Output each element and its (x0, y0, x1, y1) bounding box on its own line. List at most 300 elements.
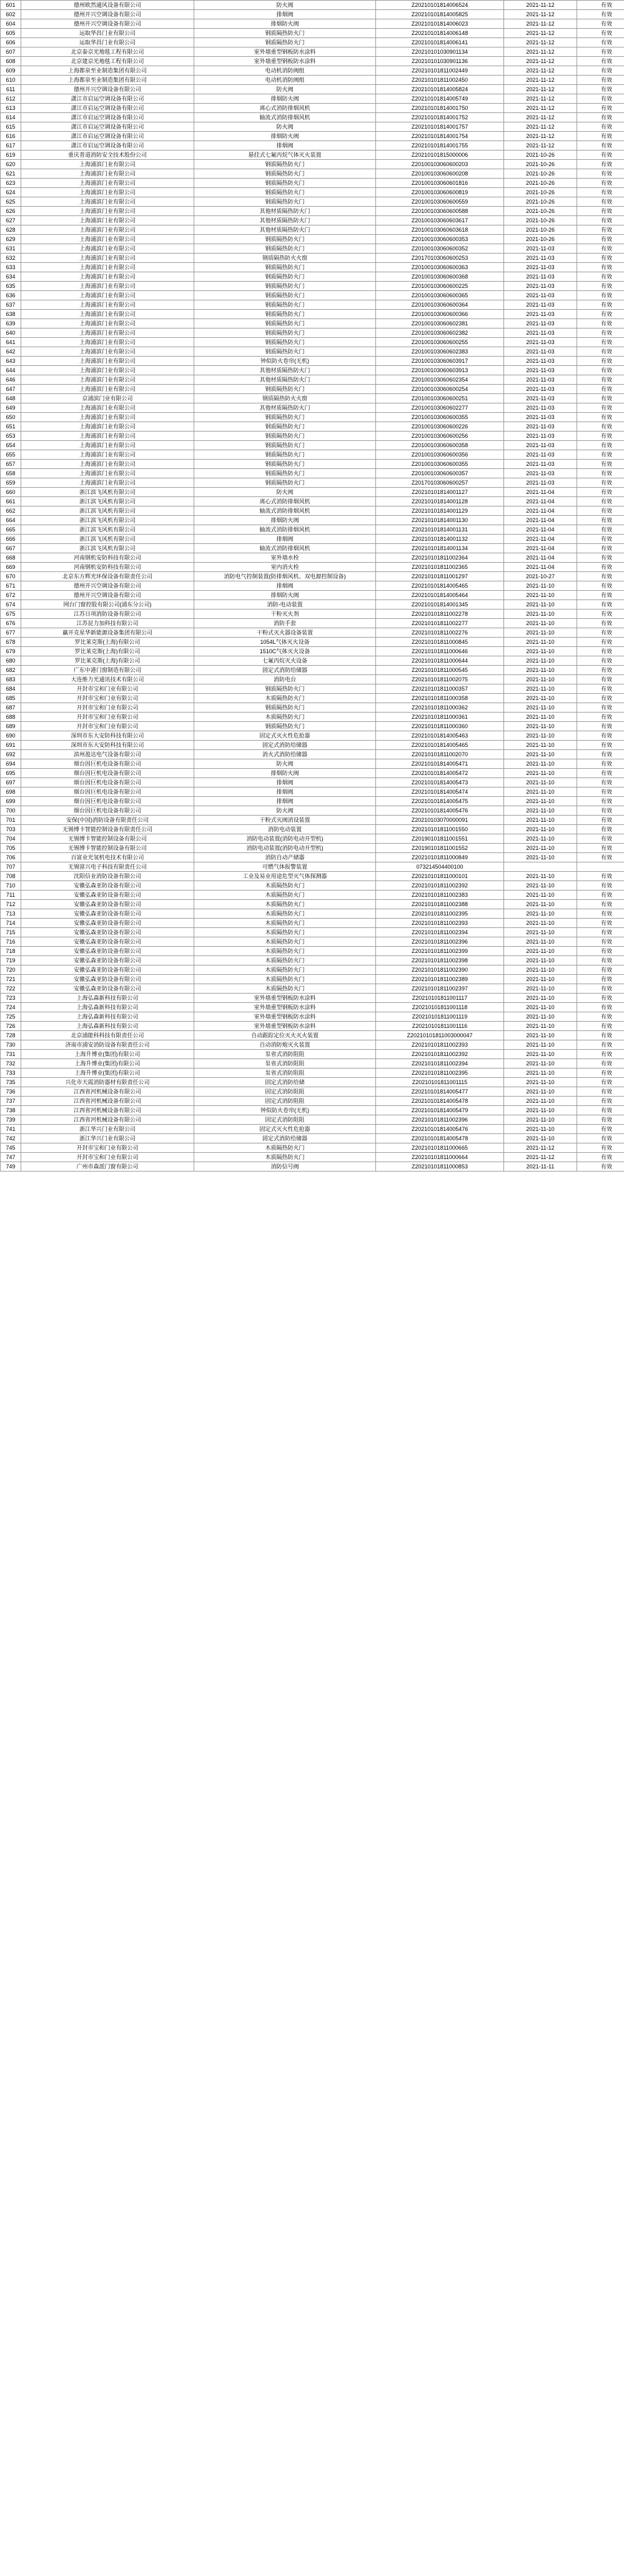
certificate-number: Z20210101811002365 (376, 563, 504, 572)
certificate-number: Z20210101811002396 (376, 937, 504, 947)
product-name: 木质隔热防火门 (194, 1153, 376, 1162)
company-name: 潇江市启运空调设备有限公司 (21, 122, 194, 132)
table-row (1, 619, 624, 628)
certificate-number: Z20210101811001115 (376, 1078, 504, 1087)
product-name: 消防手套 (194, 619, 376, 628)
row-index: 691 (1, 741, 21, 750)
company-name: 重庆普道消防安全技术股份公司 (21, 151, 194, 160)
certificate-number: Z20210101814001131 (376, 525, 504, 535)
issue-date: 2021-11-04 (504, 516, 577, 525)
issue-date: 2021-10-26 (504, 216, 577, 225)
product-name: 自动跟踪定位灭火灭火装置 (194, 1031, 376, 1040)
status-badge: 有效 (577, 1143, 624, 1153)
product-name: 木质隔热防火门 (194, 965, 376, 975)
company-name: 北京东方辉光环保设备有限责任公司 (21, 572, 194, 581)
table-row (1, 872, 624, 881)
company-name: 烟台因巨机电设备有限公司 (21, 797, 194, 806)
certificate-number: Z20210101811002395 (376, 1068, 504, 1078)
company-name: 安徽弘森亚防设备有限公司 (21, 909, 194, 919)
issue-date: 2021-11-03 (504, 450, 577, 460)
product-name: 室外墙重型钢板防水涂料 (194, 1022, 376, 1031)
table-row (1, 38, 624, 47)
product-name: 轴流式消防排烟风机 (194, 544, 376, 553)
issue-date: 2021-11-12 (504, 1143, 577, 1153)
certificate-number: Z20190101811001552 (376, 844, 504, 853)
status-badge: 有效 (577, 553, 624, 563)
product-name: 木质隔热防火门 (194, 909, 376, 919)
product-name: 可燃气体报警装置 (194, 862, 376, 872)
status-badge: 有效 (577, 769, 624, 778)
company-name: 罗比莱克斯(上海)有限公司 (21, 638, 194, 647)
row-index: 608 (1, 57, 21, 66)
table-row (1, 563, 624, 572)
company-name: 运取华昌门业有限公司 (21, 38, 194, 47)
issue-date: 2021-11-10 (504, 713, 577, 722)
table-row (1, 488, 624, 497)
issue-date: 2021-11-10 (504, 928, 577, 937)
issue-date: 2021-11-10 (504, 1068, 577, 1078)
product-name: 固定式消防给储 (194, 1078, 376, 1087)
table-row (1, 919, 624, 928)
certificate-number: Z20210101814005479 (376, 1106, 504, 1115)
issue-date: 2021-11-10 (504, 919, 577, 928)
product-name: 其他材质隔热防火门 (194, 366, 376, 375)
table-row (1, 272, 624, 282)
company-name: 北京建京光地毯工程有限公司 (21, 57, 194, 66)
product-name: 钢质隔热防火门 (194, 160, 376, 169)
status-badge: 有效 (577, 975, 624, 984)
product-name: 钢质隔热防火门 (194, 282, 376, 291)
company-name: 潇江市启运空调设备有限公司 (21, 132, 194, 141)
company-name: 江苏昆力加科技有限公司 (21, 619, 194, 628)
certificate-number: Z20210101814005471 (376, 759, 504, 769)
status-badge: 有效 (577, 460, 624, 469)
row-index: 718 (1, 947, 21, 956)
certificate-number: Z20100103060602277 (376, 403, 504, 413)
company-name: 北京浦能科科技有限责任公司 (21, 1031, 194, 1040)
product-name: 排烟阀 (194, 778, 376, 787)
product-name: 干粉式灭火器设备装置 (194, 628, 376, 638)
company-name: 上海弘森新科技有限公司 (21, 994, 194, 1003)
table-row (1, 581, 624, 591)
company-name: 安徽弘森亚防设备有限公司 (21, 975, 194, 984)
row-index: 658 (1, 469, 21, 478)
status-badge: 有效 (577, 1050, 624, 1059)
row-index: 671 (1, 581, 21, 591)
row-index: 707 (1, 862, 21, 872)
status-badge: 有效 (577, 1097, 624, 1106)
product-name: 钢质隔热防火门 (194, 29, 376, 38)
status-badge: 有效 (577, 10, 624, 19)
table-row (1, 450, 624, 460)
certificate-number: Z20210101814005478 (376, 1134, 504, 1143)
status-badge: 有效 (577, 806, 624, 816)
issue-date: 2021-11-12 (504, 132, 577, 141)
certificate-number: Z20100103060600357 (376, 469, 504, 478)
row-index: 708 (1, 872, 21, 881)
row-index: 653 (1, 432, 21, 441)
product-name: 钢质隔热防火门 (194, 422, 376, 432)
product-name: 排烟防火阀 (194, 132, 376, 141)
status-badge: 有效 (577, 656, 624, 666)
row-index: 638 (1, 310, 21, 319)
row-index: 643 (1, 357, 21, 366)
row-index: 710 (1, 881, 21, 891)
issue-date: 2021-11-03 (504, 441, 577, 450)
status-badge: 有效 (577, 741, 624, 750)
product-name: 消防电气控制装置(防排烟风机、双电源控制设备) (194, 572, 376, 581)
row-index: 624 (1, 188, 21, 197)
row-index: 665 (1, 525, 21, 535)
row-index: 685 (1, 694, 21, 703)
status-badge: 有效 (577, 937, 624, 947)
company-name: 上海弘森新科技有限公司 (21, 1022, 194, 1031)
certificate-number: Z20210101814005476 (376, 806, 504, 816)
certificate-number: Z20210101814001127 (376, 488, 504, 497)
row-index: 621 (1, 169, 21, 179)
company-name: 上海浦滨门业有限公司 (21, 450, 194, 460)
product-name: 排烟防火阀 (194, 94, 376, 104)
row-index: 614 (1, 113, 21, 122)
issue-date: 2021-11-03 (504, 460, 577, 469)
status-badge: 有效 (577, 881, 624, 891)
table-row (1, 403, 624, 413)
table-row (1, 759, 624, 769)
product-name: 防火阀 (194, 1, 376, 10)
status-badge: 有效 (577, 1115, 624, 1125)
product-name: 排烟防火阀 (194, 591, 376, 600)
table-row (1, 263, 624, 272)
company-name: 德州开兴空调设备有限公司 (21, 591, 194, 600)
issue-date: 2021-11-10 (504, 656, 577, 666)
company-name: 上海弘森新科技有限公司 (21, 1003, 194, 1012)
certificate-number: Z20210101811000664 (376, 1153, 504, 1162)
issue-date: 2021-11-10 (504, 703, 577, 713)
row-index: 626 (1, 207, 21, 216)
table-row (1, 553, 624, 563)
table-row (1, 413, 624, 422)
certificate-number: Z20100103060600256 (376, 432, 504, 441)
product-name: 钟似防火卷帘(无机) (194, 357, 376, 366)
issue-date: 2021-11-10 (504, 769, 577, 778)
table-row (1, 282, 624, 291)
table-row (1, 394, 624, 403)
certificate-number: Z20100103060600352 (376, 244, 504, 254)
row-index: 700 (1, 806, 21, 816)
certificate-number: Z20100103060600559 (376, 197, 504, 207)
certificate-number: Z20210101811000101 (376, 872, 504, 881)
table-row (1, 188, 624, 197)
row-index: 675 (1, 609, 21, 619)
product-name: 钢质隔热防火门 (194, 319, 376, 328)
certificate-number: Z20210101814005478 (376, 1097, 504, 1106)
row-index: 667 (1, 544, 21, 553)
status-badge: 有效 (577, 694, 624, 703)
row-index: 677 (1, 628, 21, 638)
product-name: 固定式灭火性危抢器 (194, 731, 376, 741)
status-badge: 有效 (577, 919, 624, 928)
status-badge: 有效 (577, 535, 624, 544)
status-badge: 有效 (577, 731, 624, 741)
certificate-number: Z20210101814005477 (376, 1087, 504, 1097)
status-badge: 有效 (577, 600, 624, 609)
company-name: 潇江市启运空调设备有限公司 (21, 113, 194, 122)
certificate-number: Z20210101030901136 (376, 57, 504, 66)
certificate-number: Z20210101811001550 (376, 825, 504, 834)
product-name: 电动机消防阀组 (194, 76, 376, 85)
issue-date: 2021-10-26 (504, 160, 577, 169)
row-index: 705 (1, 844, 21, 853)
row-index: 639 (1, 319, 21, 328)
issue-date: 2021-11-03 (504, 469, 577, 478)
issue-date: 2021-11-10 (504, 1125, 577, 1134)
status-badge: 有效 (577, 844, 624, 853)
table-row (1, 656, 624, 666)
table-row (1, 834, 624, 844)
row-index: 661 (1, 497, 21, 506)
company-name: 河南钢机安防科技有限公司 (21, 553, 194, 563)
status-badge: 有效 (577, 319, 624, 328)
company-name: 上海都泉至业制造集团有限公司 (21, 76, 194, 85)
certificate-number: Z20210101814001345 (376, 600, 504, 609)
product-name: 防火阀 (194, 85, 376, 94)
table-row (1, 1097, 624, 1106)
company-name: 上海浦滨门业有限公司 (21, 478, 194, 488)
company-name: 潇江市启运空调设备有限公司 (21, 141, 194, 151)
row-index: 687 (1, 703, 21, 713)
certificate-number: Z20210101811002393 (376, 919, 504, 928)
issue-date: 2021-11-03 (504, 254, 577, 263)
table-row (1, 1106, 624, 1115)
company-name: 上海浦滨门业有限公司 (21, 319, 194, 328)
product-name: 排烟防火阀 (194, 516, 376, 525)
table-row (1, 544, 624, 553)
product-name: 钢质隔热防火门 (194, 179, 376, 188)
table-row (1, 291, 624, 300)
certificate-number: Z20190101811001551 (376, 834, 504, 844)
status-badge: 有效 (577, 628, 624, 638)
row-index: 628 (1, 225, 21, 235)
status-badge: 有效 (577, 1078, 624, 1087)
product-name: 木质隔热防火门 (194, 975, 376, 984)
issue-date: 2021-11-10 (504, 638, 577, 647)
row-index: 666 (1, 535, 21, 544)
issue-date: 2021-11-12 (504, 94, 577, 104)
company-name: 德州开兴空调设备有限公司 (21, 581, 194, 591)
product-name: 钢质隔热防火门 (194, 169, 376, 179)
product-name: 木质隔热防火门 (194, 984, 376, 994)
company-name: 济南市浦安消防设备有限责任公司 (21, 1040, 194, 1050)
issue-date: 2021-11-10 (504, 965, 577, 975)
company-name: 德州开兴空调设备有限公司 (21, 10, 194, 19)
company-name: 河南钢机安防科技有限公司 (21, 563, 194, 572)
product-name: 钢质隔热防火门 (194, 347, 376, 357)
status-badge: 有效 (577, 825, 624, 834)
product-name: 排烟阀 (194, 535, 376, 544)
company-name: 上海浦滨门业有限公司 (21, 179, 194, 188)
table-row (1, 713, 624, 722)
row-index: 609 (1, 66, 21, 76)
table-row (1, 85, 624, 94)
issue-date: 2021-10-27 (504, 572, 577, 581)
certificate-number: Z20210101814001752 (376, 113, 504, 122)
product-name: 防火阀 (194, 806, 376, 816)
product-name: 钢质隔热防火门 (194, 460, 376, 469)
product-name: 其他材质隔热防火门 (194, 207, 376, 216)
row-index: 669 (1, 563, 21, 572)
company-name: 罗比莱克斯(上海)有限公司 (21, 656, 194, 666)
status-badge: 有效 (577, 1162, 624, 1172)
issue-date: 2021-11-04 (504, 553, 577, 563)
issue-date: 2021-11-12 (504, 10, 577, 19)
table-row (1, 385, 624, 394)
product-name: 固定式消防阻阻 (194, 1087, 376, 1097)
table-row (1, 816, 624, 825)
company-name: 浙江滨飞风机有限公司 (21, 488, 194, 497)
certificate-number: Z20210101814001129 (376, 506, 504, 516)
row-index: 627 (1, 216, 21, 225)
certificate-number: Z20210101811002388 (376, 900, 504, 909)
product-name: 室外墙水栓 (194, 553, 376, 563)
issue-date: 2021-11-04 (504, 497, 577, 506)
issue-date: 2021-11-10 (504, 1097, 577, 1106)
issue-date: 2021-10-26 (504, 179, 577, 188)
certificate-number: Z20210101811002277 (376, 619, 504, 628)
row-index: 699 (1, 797, 21, 806)
product-name: 室内消火栓 (194, 563, 376, 572)
company-name: 兴化市天霞消防器材有限责任公司 (21, 1078, 194, 1087)
row-index: 617 (1, 141, 21, 151)
issue-date: 2021-10-26 (504, 197, 577, 207)
company-name: 上海浦滨门业有限公司 (21, 310, 194, 319)
table-row (1, 432, 624, 441)
status-badge: 有效 (577, 141, 624, 151)
company-name: 安徽弘森亚防设备有限公司 (21, 956, 194, 965)
status-badge: 有效 (577, 684, 624, 694)
table-row (1, 516, 624, 525)
issue-date: 2021-11-10 (504, 1106, 577, 1115)
row-index: 648 (1, 394, 21, 403)
status-badge: 有效 (577, 422, 624, 432)
certificate-number: Z20210101811002392 (376, 1050, 504, 1059)
issue-date: 2021-11-03 (504, 403, 577, 413)
certificate-number: Z20100103060600355 (376, 413, 504, 422)
row-index: 651 (1, 422, 21, 432)
product-name: 干粉灭火剂 (194, 609, 376, 619)
row-index: 635 (1, 282, 21, 291)
company-name: 深圳市东大安防科技有限公司 (21, 741, 194, 750)
certificate-number: Z20100103060600203 (376, 160, 504, 169)
issue-date: 2021-11-03 (504, 319, 577, 328)
table-row (1, 1087, 624, 1097)
table-row (1, 169, 624, 179)
product-name: 钢质隔热防火门 (194, 300, 376, 310)
issue-date: 2021-10-26 (504, 169, 577, 179)
status-badge: 有效 (577, 609, 624, 619)
table-row (1, 666, 624, 675)
status-badge: 有效 (577, 413, 624, 422)
issue-date: 2021-11-12 (504, 29, 577, 38)
company-name: 上海浦滨门业有限公司 (21, 291, 194, 300)
product-name: 木质隔热防火门 (194, 881, 376, 891)
issue-date: 2021-11-10 (504, 909, 577, 919)
product-name: 固定式消防阻阻 (194, 1097, 376, 1106)
status-badge: 有效 (577, 928, 624, 937)
row-index: 720 (1, 965, 21, 975)
row-index: 607 (1, 47, 21, 57)
table-row (1, 366, 624, 375)
company-name: 上海浦滨门业有限公司 (21, 207, 194, 216)
row-index: 674 (1, 600, 21, 609)
table-row (1, 319, 624, 328)
certificate-number: Z20100103060602354 (376, 375, 504, 385)
issue-date: 2021-11-03 (504, 291, 577, 300)
product-name: 干粉式灭阀消设装置 (194, 816, 376, 825)
product-name: 消防电动装置 (194, 825, 376, 834)
product-name: 钢质隔热防火门 (194, 722, 376, 731)
status-badge: 有效 (577, 666, 624, 675)
certificate-number: Z20100103060600365 (376, 291, 504, 300)
status-badge: 有效 (577, 338, 624, 347)
table-row (1, 10, 624, 19)
row-index: 649 (1, 403, 21, 413)
row-index: 715 (1, 928, 21, 937)
issue-date: 2021-11-10 (504, 647, 577, 656)
company-name: 上海浦滨门业有限公司 (21, 216, 194, 225)
table-row (1, 310, 624, 319)
table-row (1, 197, 624, 207)
issue-date: 2021-11-03 (504, 432, 577, 441)
status-badge: 有效 (577, 179, 624, 188)
table-row (1, 19, 624, 29)
table-row (1, 122, 624, 132)
status-badge: 有效 (577, 357, 624, 366)
status-badge: 有效 (577, 38, 624, 47)
issue-date: 2021-11-10 (504, 881, 577, 891)
company-name: 上海浦滨门业有限公司 (21, 460, 194, 469)
company-name: 上海浦滨门业有限公司 (21, 254, 194, 263)
company-name: 上海浦滨门业有限公司 (21, 169, 194, 179)
product-name: 消防电动装置(消防电动开型机) (194, 834, 376, 844)
certificate-number: Z20100103060602381 (376, 319, 504, 328)
status-badge: 有效 (577, 300, 624, 310)
company-name: 浙江滨飞风机有限公司 (21, 544, 194, 553)
status-badge: 有效 (577, 909, 624, 919)
table-row (1, 1059, 624, 1068)
company-name: 德州开兴空调设备有限公司 (21, 19, 194, 29)
status-badge: 有效 (577, 1059, 624, 1068)
status-badge: 有效 (577, 1003, 624, 1012)
status-badge: 有效 (577, 1134, 624, 1143)
status-badge: 有效 (577, 506, 624, 516)
issue-date: 2021-11-10 (504, 694, 577, 703)
table-row (1, 225, 624, 235)
issue-date: 2021-11-04 (504, 544, 577, 553)
status-badge: 有效 (577, 1012, 624, 1022)
issue-date: 2021-11-10 (504, 1087, 577, 1097)
issue-date: 2021-11-10 (504, 937, 577, 947)
product-name: 钢质隔热防火门 (194, 235, 376, 244)
certificate-number: Z20210101811002278 (376, 609, 504, 619)
certificate-number: Z20210101814001754 (376, 132, 504, 141)
certificate-number: Z20100103060600819 (376, 188, 504, 197)
company-name: 德州开兴空调设备有限公司 (21, 85, 194, 94)
product-name: 固定式消防给储器 (194, 666, 376, 675)
certificate-number: Z20210101814005464 (376, 591, 504, 600)
row-index: 606 (1, 38, 21, 47)
product-name: 木质隔热防火门 (194, 928, 376, 937)
table-row (1, 1031, 624, 1040)
